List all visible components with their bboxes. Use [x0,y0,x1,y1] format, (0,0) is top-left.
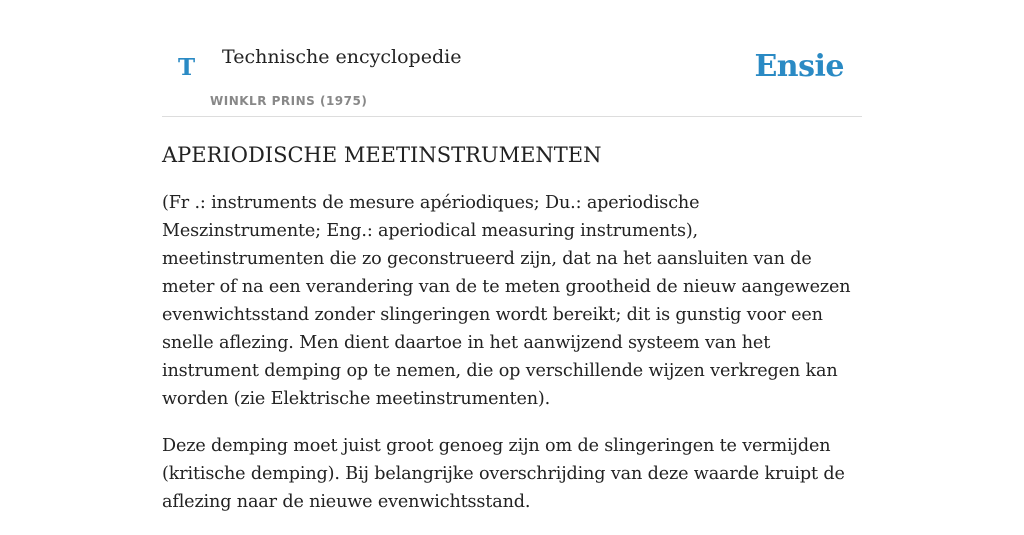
book-source: WINKLR PRINS (1975) [210,94,368,108]
article-paragraph: (Fr .: instruments de mesure apériodiques; Du.: aperiodische Meszinstrumente; Eng.: aperiodical measuring instruments), meetinstrumenten die zo geconstrueerd zijn, dat na het aansluiten van de meter of na een verandering van de te meten grootheid de nieuw aangewezen evenwichtsstand zonder slingeringen wordt bereikt; dit is gunstig voor een snelle aflezing. Men dient daartoe in het aanwijzend systeem van het instrument demping op te nemen, die op verschillende wijzen verkregen kan worden (zie Elektrische meetinstrumenten). [162,193,851,410]
book-logo-icon[interactable]: T [178,54,196,81]
article-body [162,189,862,516]
book-header [162,0,862,117]
article-title: APERIODISCHE MEETINSTRUMENTEN [162,143,602,167]
page-container [162,0,862,535]
ensie-logo[interactable]: Ensie [754,49,844,84]
article-paragraph: Deze demping moet juist groot genoeg zijn om de slingeringen te vermijden (kritische demping). Bij belangrijke overschrijding van deze waarde kruipt de aflezing naar de nieuwe evenwichtsstand. [162,436,845,513]
book-title-link[interactable]: Technische encyclopedie [222,46,462,68]
